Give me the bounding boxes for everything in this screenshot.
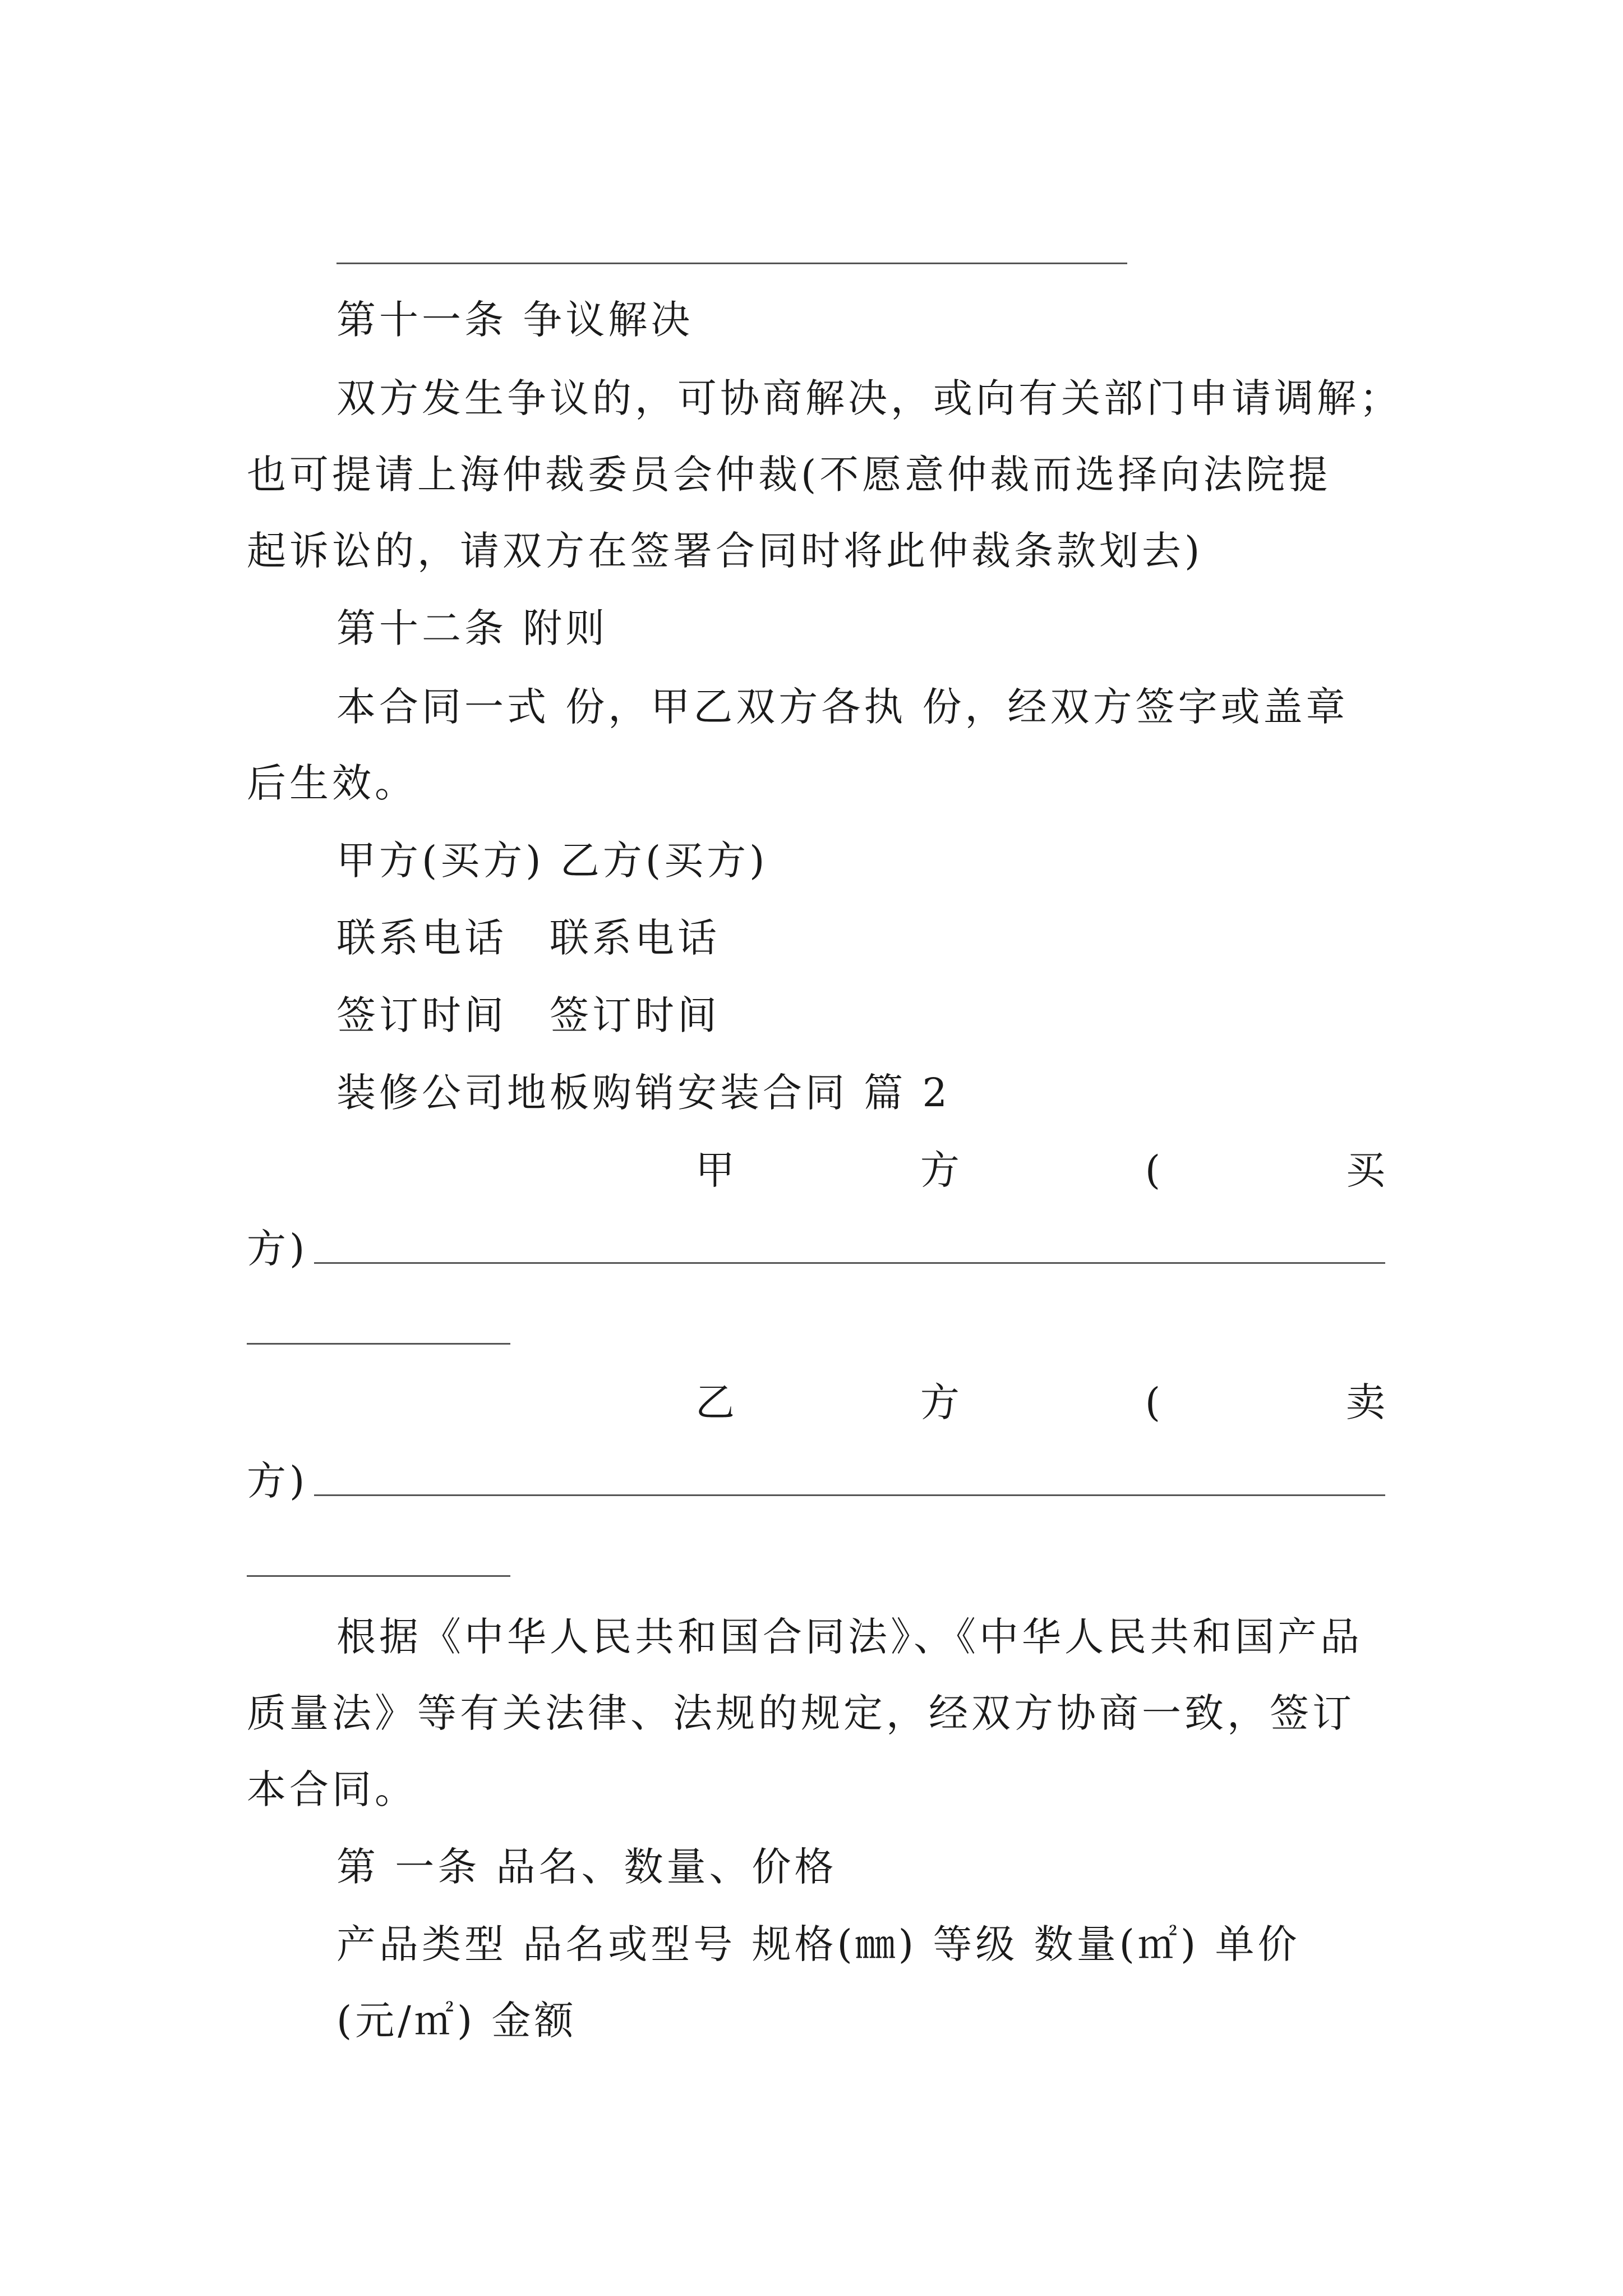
article-11-heading: 第十一条 争议解决 <box>336 297 694 343</box>
intro-paragraph-line-2: 质量法》等有关法律、法规的规定，经双方协商一致，签订 <box>247 1690 1355 1736</box>
article-12-paragraph-line-2: 后生效。 <box>247 760 417 806</box>
party-b-label-row <box>695 1374 1385 1430</box>
signature-phone: 联系电话 联系电话 <box>336 915 720 961</box>
party-a-char-2: 方 <box>920 1147 960 1193</box>
party-a-char-4: 买 <box>1345 1147 1385 1193</box>
party-a-fill-line[interactable] <box>314 1262 1385 1264</box>
party-b-char-3: ( <box>1145 1379 1161 1425</box>
article-1-columns-line-1: 产品类型 品名或型号 规格(㎜) 等级 数量(㎡) 单价 <box>336 1921 1301 1967</box>
section-title: 装修公司地板购销安装合同 篇 2 <box>336 1070 951 1116</box>
party-a-char-3: ( <box>1145 1147 1161 1193</box>
article-1-heading: 第 一条 品名、数量、价格 <box>336 1844 837 1890</box>
article-11-paragraph-line-3: 起诉讼的，请双方在签署合同时将此仲裁条款划去) <box>247 528 1204 574</box>
article-1-columns-line-2: (元/㎡) 金额 <box>336 1998 577 2044</box>
intro-paragraph-line-1: 根据《中华人民共和国合同法》、《中华人民共和国产品 <box>336 1614 1363 1660</box>
top-divider <box>336 263 1127 264</box>
party-b-char-2: 方 <box>920 1379 960 1425</box>
article-12-heading: 第十二条 附则 <box>336 605 608 651</box>
party-b-label-tail: 方) <box>247 1458 308 1504</box>
party-b-fill-line-continued[interactable] <box>247 1575 510 1577</box>
party-a-char-1: 甲 <box>695 1147 735 1193</box>
party-a-fill-line-continued[interactable] <box>247 1343 510 1345</box>
party-a-label-row <box>695 1142 1385 1198</box>
party-b-fill-line[interactable] <box>314 1494 1385 1496</box>
signature-date: 签订时间 签订时间 <box>336 992 720 1038</box>
article-12-paragraph-line-1: 本合同一式 份，甲乙双方各执 份，经双方签字或盖章 <box>336 684 1349 730</box>
party-b-char-1: 乙 <box>695 1379 735 1425</box>
party-a-label-tail: 方) <box>247 1226 308 1272</box>
signature-parties: 甲方(买方) 乙方(买方) <box>336 838 768 884</box>
article-11-paragraph-line-1: 双方发生争议的，可协商解决，或向有关部门申请调解； <box>336 375 1402 421</box>
article-11-paragraph-line-2: 也可提请上海仲裁委员会仲裁(不愿意仲裁而选择向法院提 <box>247 452 1331 498</box>
intro-paragraph-line-3: 本合同。 <box>247 1766 417 1812</box>
party-b-char-4: 卖 <box>1345 1379 1385 1425</box>
